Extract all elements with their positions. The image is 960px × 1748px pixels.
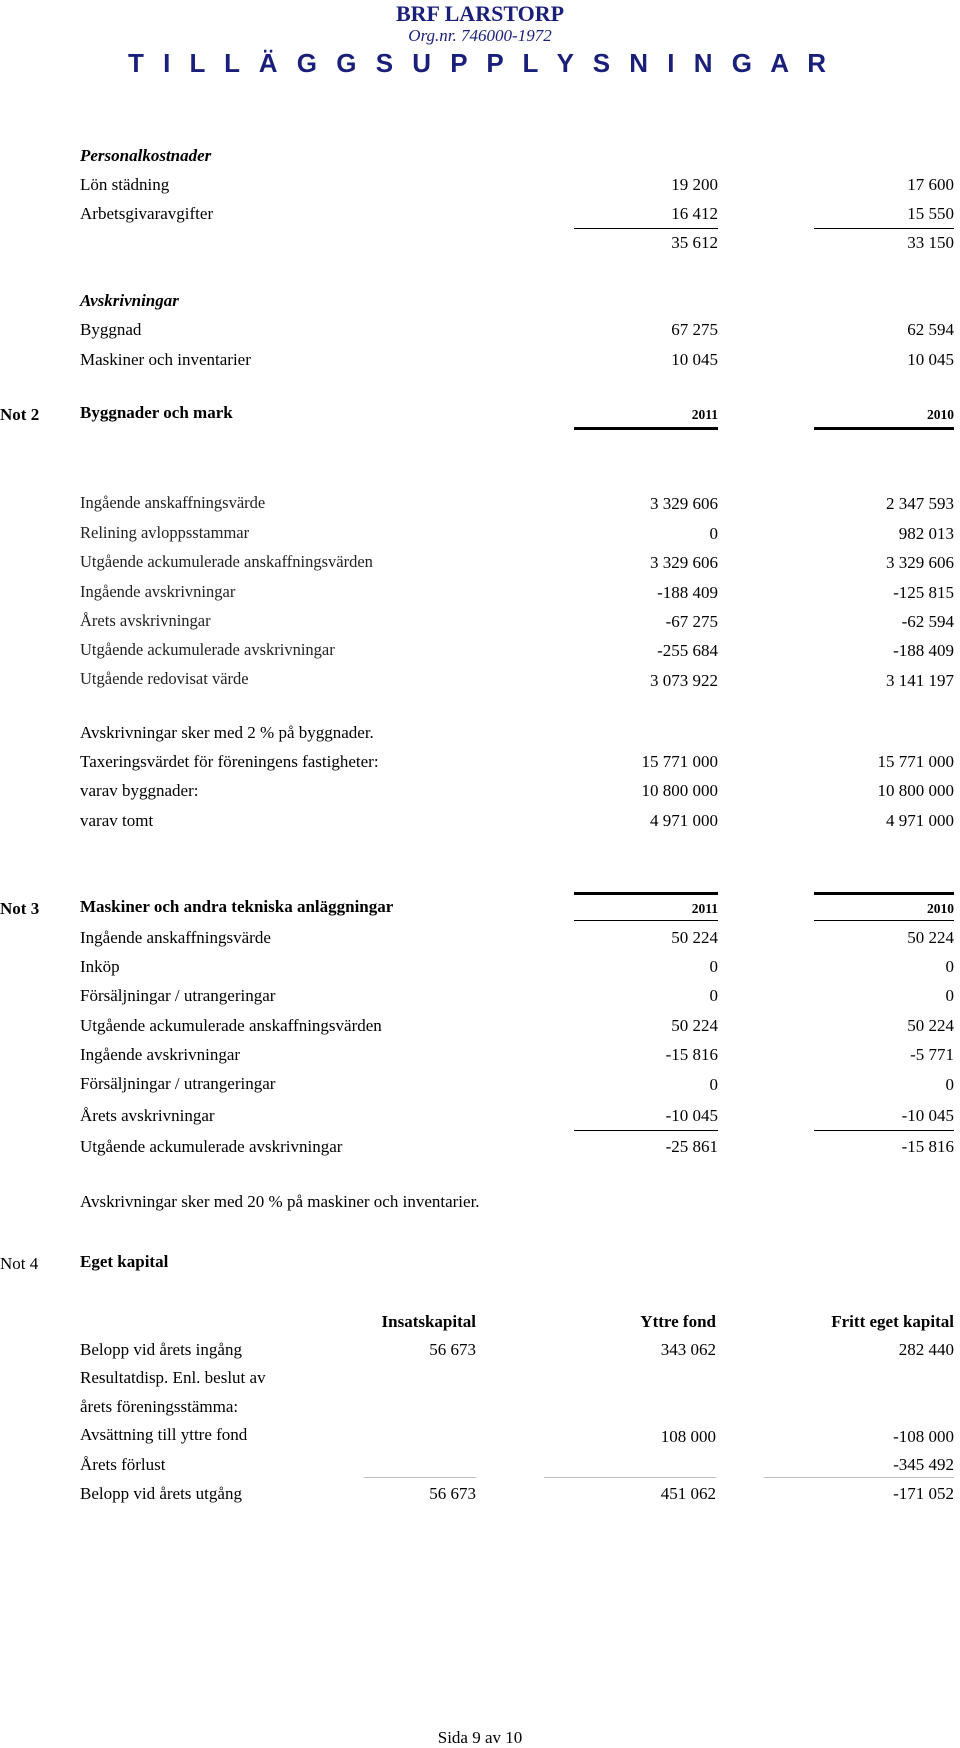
row-label: Försäljningar / utrangeringar (80, 986, 276, 1005)
row-label: Utgående ackumulerade anskaffningsvärden (80, 552, 373, 571)
row-label: Årets avskrivningar (80, 1106, 215, 1125)
row-label: Utgående redovisat värde (80, 669, 249, 688)
row-label: Belopp vid årets ingång (80, 1340, 242, 1359)
value-fritt-eget-kapital: -108 000 (893, 1427, 954, 1446)
page-title: T I L L Ä G G S U P P L Y S N I N G A R (127, 48, 833, 78)
row-label: Taxeringsvärdet för föreningens fastigheter: (80, 752, 379, 771)
sum-rule (764, 1477, 954, 1478)
page-number: Sida 9 av 10 (437, 1728, 523, 1747)
header-rule (814, 427, 954, 430)
row-label: Arbetsgivaravgifter (80, 204, 214, 223)
header-underline (574, 920, 718, 921)
value-2011: 0 (709, 986, 718, 1005)
note-title: Byggnader och mark (80, 403, 233, 422)
value-2010: 2 347 593 (886, 494, 954, 513)
row-label: Lön städning (80, 175, 170, 194)
row-label: Ingående anskaffningsvärde (80, 493, 266, 512)
value-2011: -188 409 (657, 583, 718, 602)
value-insatskapital: 56 673 (429, 1484, 476, 1503)
depreciation-note: Avskrivningar sker med 20 % på maskiner och inventarier. (80, 1192, 480, 1211)
note-title: Maskiner och andra tekniska anläggningar (80, 897, 394, 916)
row-label: Maskiner och inventarier (80, 350, 251, 369)
value-2011: 67 275 (671, 320, 718, 339)
sum-rule (814, 228, 954, 229)
value-2010: 3 329 606 (886, 553, 954, 572)
note-title: Eget kapital (80, 1252, 169, 1271)
year-2011: 2011 (691, 407, 718, 422)
value-2010: 15 771 000 (877, 752, 954, 771)
header-rule (814, 892, 954, 895)
row-label: Byggnad (80, 320, 142, 339)
value-2010: 3 141 197 (886, 671, 954, 690)
row-label: varav byggnader: (80, 781, 199, 800)
value-2011: -10 045 (665, 1106, 718, 1125)
row-label: Ingående avskrivningar (80, 582, 236, 601)
value-2010: -62 594 (901, 612, 954, 631)
section-heading-personal: Personalkostnader (80, 146, 212, 165)
row-label: Avsättning till yttre fond (80, 1425, 248, 1444)
value-2010: -10 045 (901, 1106, 954, 1125)
value-2011: 3 073 922 (650, 671, 718, 690)
header-underline (814, 920, 954, 921)
value-fritt-eget-kapital: -171 052 (893, 1484, 954, 1503)
value-2010: -125 815 (893, 583, 954, 602)
value-2011: 15 771 000 (641, 752, 718, 771)
value-2011: 10 045 (671, 350, 718, 369)
row-label: Utgående ackumulerade avskrivningar (80, 1137, 343, 1156)
sum-rule (814, 1130, 954, 1131)
value-yttre-fond: 451 062 (660, 1484, 716, 1503)
value-yttre-fond: 108 000 (660, 1427, 716, 1446)
sum-rule (364, 1477, 476, 1478)
value-2011: 3 329 606 (650, 553, 718, 572)
row-label: Inköp (80, 957, 120, 976)
column-header-insatskapital: Insatskapital (381, 1312, 476, 1331)
row-label: varav tomt (80, 811, 154, 830)
total-2010: 33 150 (907, 233, 954, 252)
year-2010: 2010 (927, 407, 954, 422)
value-2010: 0 (945, 1075, 954, 1094)
value-2011: -25 861 (665, 1137, 718, 1156)
value-2010: -15 816 (901, 1137, 954, 1156)
value-insatskapital: 56 673 (429, 1340, 476, 1359)
value-2010: 50 224 (907, 1016, 954, 1035)
sum-rule (574, 1130, 718, 1131)
value-2010: 10 045 (907, 350, 954, 369)
value-2011: 0 (709, 957, 718, 976)
note-label: Not 4 (0, 1254, 39, 1273)
row-label: årets föreningsstämma: (80, 1397, 239, 1416)
value-2010: 15 550 (907, 204, 954, 223)
header-underline (574, 428, 718, 429)
row-label: Belopp vid årets utgång (80, 1484, 242, 1503)
value-2011: 0 (709, 1075, 718, 1094)
value-yttre-fond: 343 062 (660, 1340, 716, 1359)
year-2010: 2010 (927, 901, 954, 916)
column-header-yttre-fond: Yttre fond (640, 1312, 716, 1331)
row-label: Resultatdisp. Enl. beslut av (80, 1368, 266, 1387)
value-2011: 10 800 000 (641, 781, 718, 800)
org-number: Org.nr. 746000-1972 (408, 26, 552, 45)
row-label: Årets avskrivningar (80, 611, 211, 630)
value-2011: 50 224 (671, 1016, 718, 1035)
value-2010: 62 594 (907, 320, 954, 339)
year-2011: 2011 (691, 901, 718, 916)
value-2010: -188 409 (893, 641, 954, 660)
row-label: Ingående anskaffningsvärde (80, 928, 271, 947)
row-label: Ingående avskrivningar (80, 1045, 241, 1064)
row-label: Utgående ackumulerade anskaffningsvärden (80, 1016, 382, 1035)
note-label: Not 2 (0, 405, 40, 424)
value-2010: 17 600 (907, 175, 954, 194)
value-2011: 16 412 (671, 204, 718, 223)
value-fritt-eget-kapital: -345 492 (893, 1455, 954, 1474)
row-label: Årets förlust (80, 1455, 166, 1474)
value-2011: 4 971 000 (650, 811, 718, 830)
row-label: Relining avloppsstammar (80, 523, 250, 542)
row-label: Försäljningar / utrangeringar (80, 1074, 276, 1093)
value-2010: 0 (945, 986, 954, 1005)
section-heading-avskrivningar: Avskrivningar (80, 291, 179, 310)
value-2011: 0 (709, 524, 718, 543)
value-2010: 4 971 000 (886, 811, 954, 830)
value-2010: 50 224 (907, 928, 954, 947)
depreciation-note: Avskrivningar sker med 2 % på byggnader. (80, 723, 374, 742)
value-2011: -255 684 (657, 641, 718, 660)
value-2011: -15 816 (665, 1045, 718, 1064)
header-rule (574, 892, 718, 895)
sum-rule (544, 1477, 716, 1478)
column-header-fritt-eget-kapital: Fritt eget kapital (831, 1312, 954, 1331)
value-2010: 0 (945, 957, 954, 976)
value-2010: -5 771 (910, 1045, 954, 1064)
total-2011: 35 612 (671, 233, 718, 252)
value-fritt-eget-kapital: 282 440 (898, 1340, 954, 1359)
value-2011: 3 329 606 (650, 494, 718, 513)
row-label: Utgående ackumulerade avskrivningar (80, 640, 335, 659)
note-label: Not 3 (0, 899, 40, 918)
value-2010: 982 013 (898, 524, 954, 543)
sum-rule (574, 228, 718, 229)
value-2011: -67 275 (665, 612, 718, 631)
value-2011: 50 224 (671, 928, 718, 947)
company-name: BRF LARSTORP (395, 1, 565, 26)
value-2011: 19 200 (671, 175, 718, 194)
value-2010: 10 800 000 (877, 781, 954, 800)
